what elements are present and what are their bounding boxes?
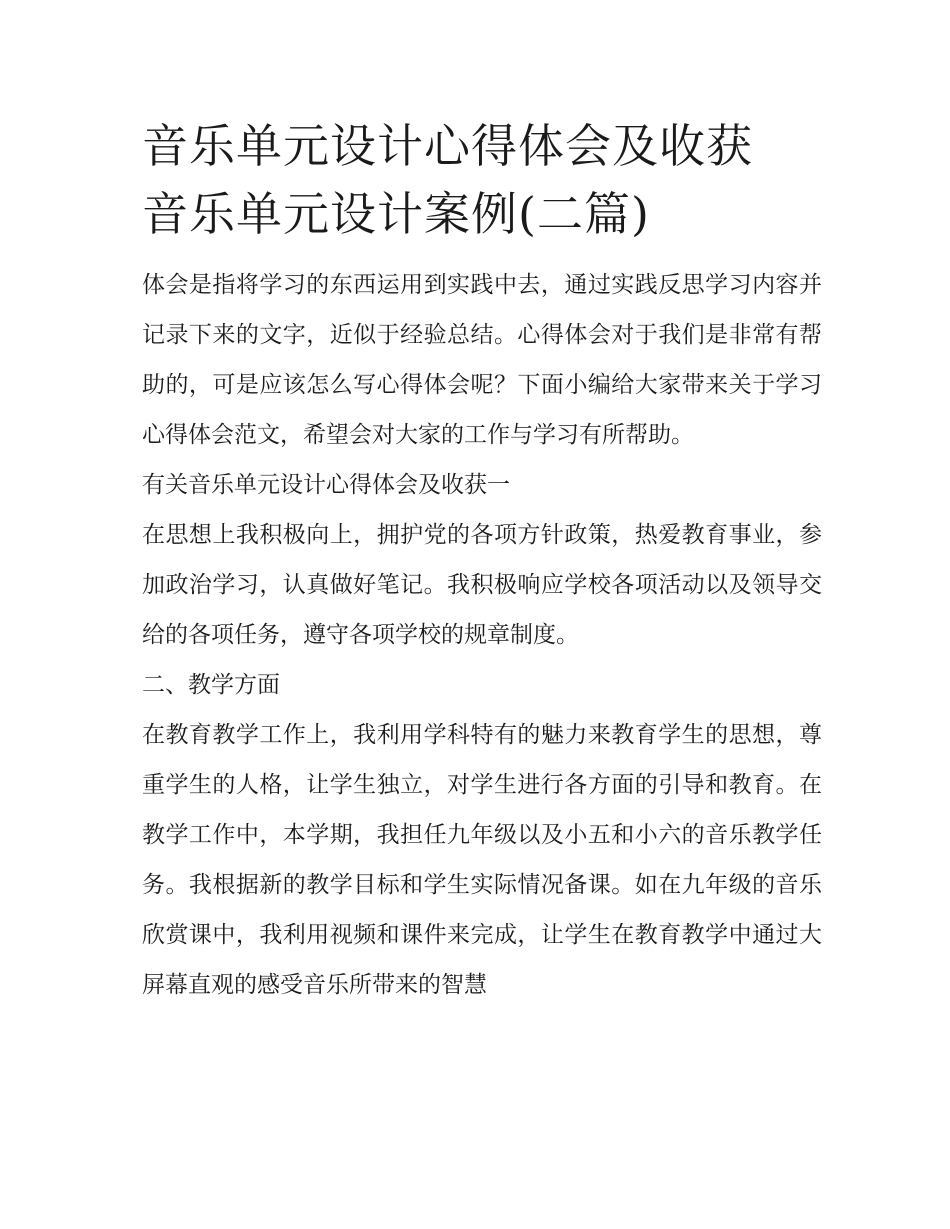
body-paragraph: 在思想上我积极向上，拥护党的各项方针政策，热爱教育事业，参加政治学习，认真做好笔记。我积极响应学校各项活动以及领导交给的各项任务，遵守各项学校的规章制度。 (142, 522, 822, 648)
title-line-1: 音乐单元设计心得体会及收获 (142, 119, 753, 173)
document-body (142, 260, 822, 1010)
body-paragraph: 在教育教学工作上，我利用学科特有的魅力来教育学生的思想，尊重学生的人格，让学生独立，对学生进行各方面的引导和教育。在教学工作中，本学期，我担任九年级以及小五和小六的音乐教学任务。我根据新的教学目标和学生实际情况备课。如在九年级的音乐欣赏课中，我利用视频和课件来完成，让学生在教育教学中通过大屏幕直观的感受音乐所带来的智慧 (142, 722, 822, 998)
section-heading-1: 有关音乐单元设计心得体会及收获一 (142, 472, 510, 498)
section-heading-2: 二、教学方面 (142, 672, 280, 698)
document-title (142, 112, 822, 248)
intro-paragraph: 体会是指将学习的东西运用到实践中去，通过实践反思学习内容并记录下来的文字，近似于经验总结。心得体会对于我们是非常有帮助的，可是应该怎么写心得体会呢？下面小编给大家带来关于学习心得体会范文，希望会对大家的工作与学习有所帮助。 (142, 272, 822, 448)
document-page (142, 112, 822, 1010)
title-line-2: 音乐单元设计案例(二篇) (142, 187, 650, 241)
